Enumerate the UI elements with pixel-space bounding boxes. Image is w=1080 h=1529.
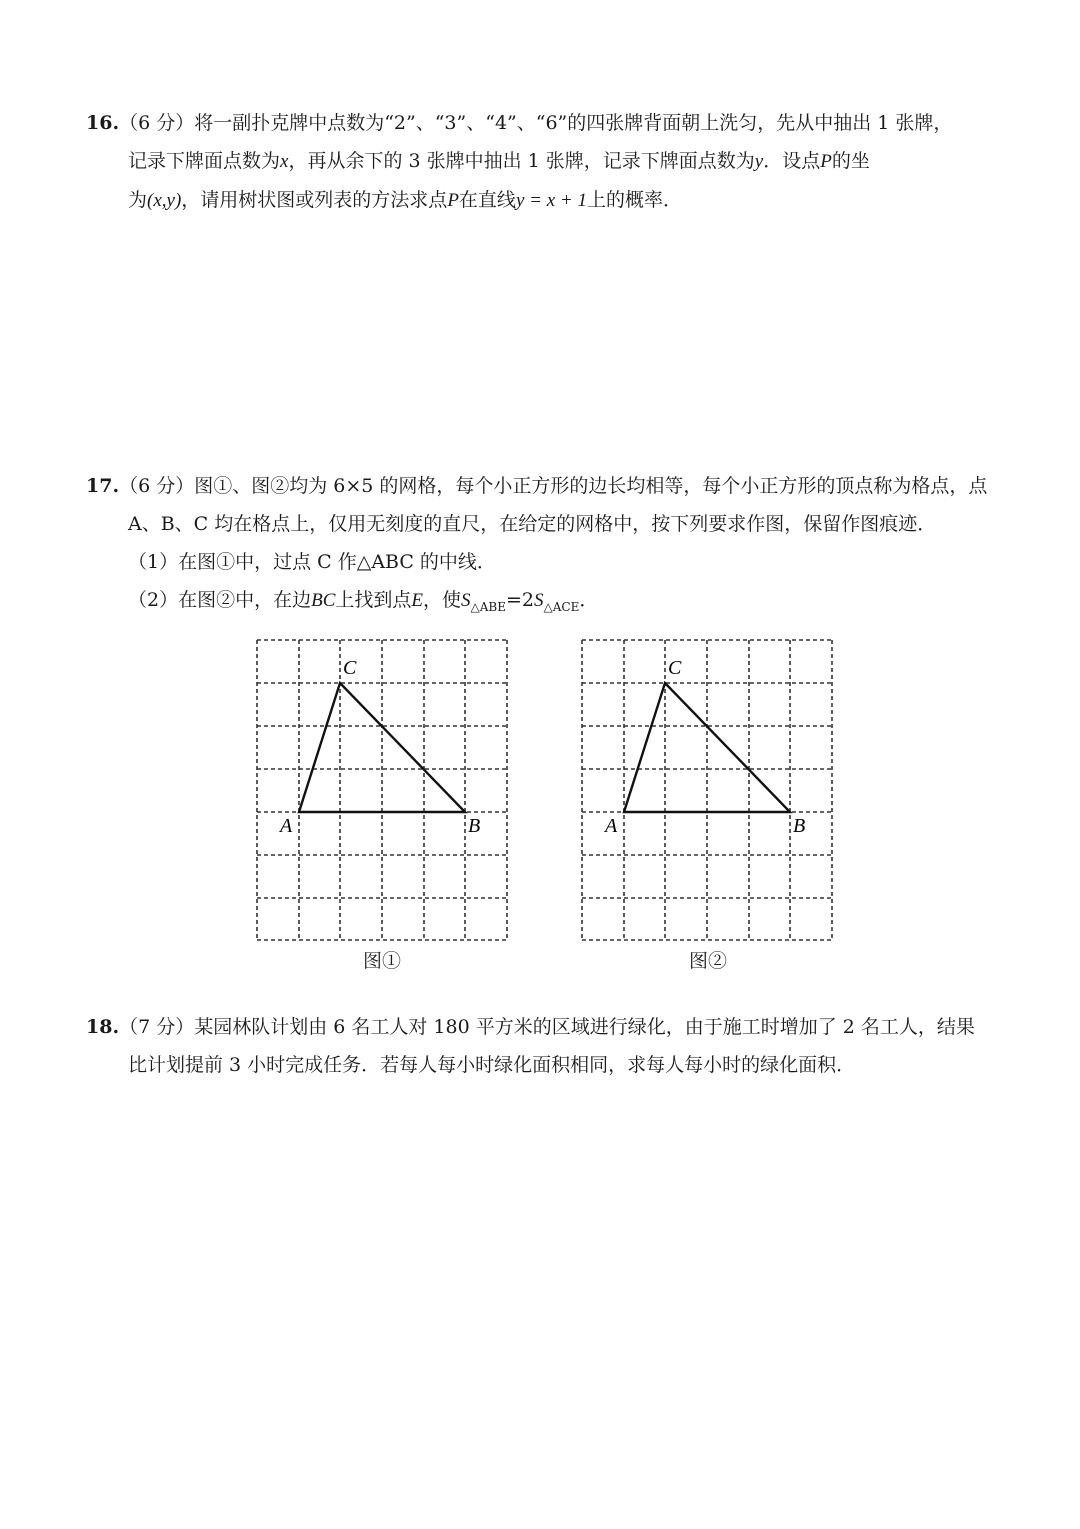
grid-2 <box>582 640 832 940</box>
question-17 <box>86 467 1016 626</box>
question-16 <box>86 104 1016 220</box>
label-c-2: C <box>668 657 682 679</box>
q18-number: 18. <box>86 1016 120 1038</box>
figure-1 <box>240 630 530 950</box>
q16-score: （6 分） <box>119 112 195 134</box>
question-18 <box>86 1008 1016 1084</box>
q17-number: 17. <box>86 475 120 497</box>
q17-line1: 17.（6 分）图①、图②均为 6×5 的网格，每个小正方形的边长均相等，每个小正方形的顶点称为格点，点 <box>86 475 988 497</box>
grid-1 <box>257 640 507 940</box>
label-b-2: B <box>793 815 806 837</box>
q18-line1: 18.（7 分）某园林队计划由 6 名工人对 180 平方米的区域进行绿化，由于施工时增加了 2 名工人，结果 <box>86 1016 975 1038</box>
coord-xy: (x,y) <box>147 190 182 211</box>
q17-line2: A、B、C 均在格点上，仅用无刻度的直尺，在给定的网格中，按下列要求作图，保留作图痕迹． <box>128 513 937 535</box>
q18-score: （7 分） <box>119 1016 195 1038</box>
q17-score: （6 分） <box>119 475 195 497</box>
label-b-1: B <box>468 815 481 837</box>
q17-part1: （1）在图①中，过点 C 作△ABC 的中线． <box>128 551 496 573</box>
figure-2-svg <box>565 630 855 950</box>
label-a-2: A <box>605 815 618 837</box>
figure-1-svg <box>240 630 530 950</box>
label-a-1: A <box>280 815 293 837</box>
q18-line2: 比计划提前 3 小时完成任务．若每人每小时绿化面积相同，求每人每小时的绿化面积． <box>128 1054 856 1076</box>
var-y: y <box>754 151 764 172</box>
fig1-caption: 图① <box>362 950 401 972</box>
q16-line1 <box>86 104 1016 142</box>
q16-text1: 将一副扑克牌中点数为“2”、“3”、“4”、“6”的四张牌背面朝上洗匀，先从中抽出 1 张牌， <box>194 112 953 134</box>
q16-line3: 为(x,y)，请用树状图或列表的方法求点P在直线y = x + 1上的概率． <box>128 189 682 211</box>
figure-2 <box>565 630 855 950</box>
var-x: x <box>280 151 289 172</box>
label-c-1: C <box>343 657 357 679</box>
q16-number: 16. <box>86 112 120 134</box>
q17-part2: （2）在图②中，在边BC上找到点E，使$S_{\triangle ABE}=2S_{\triangle ACE}$． <box>128 589 599 614</box>
line-equation: y = x + 1 <box>515 190 587 211</box>
var-p: P <box>820 151 832 172</box>
fig2-caption: 图② <box>688 950 727 972</box>
q16-line2: 记录下牌面点数为x，再从余下的 3 张牌中抽出 1 张牌，记录下牌面点数为y．设点P的坐 <box>128 150 870 172</box>
